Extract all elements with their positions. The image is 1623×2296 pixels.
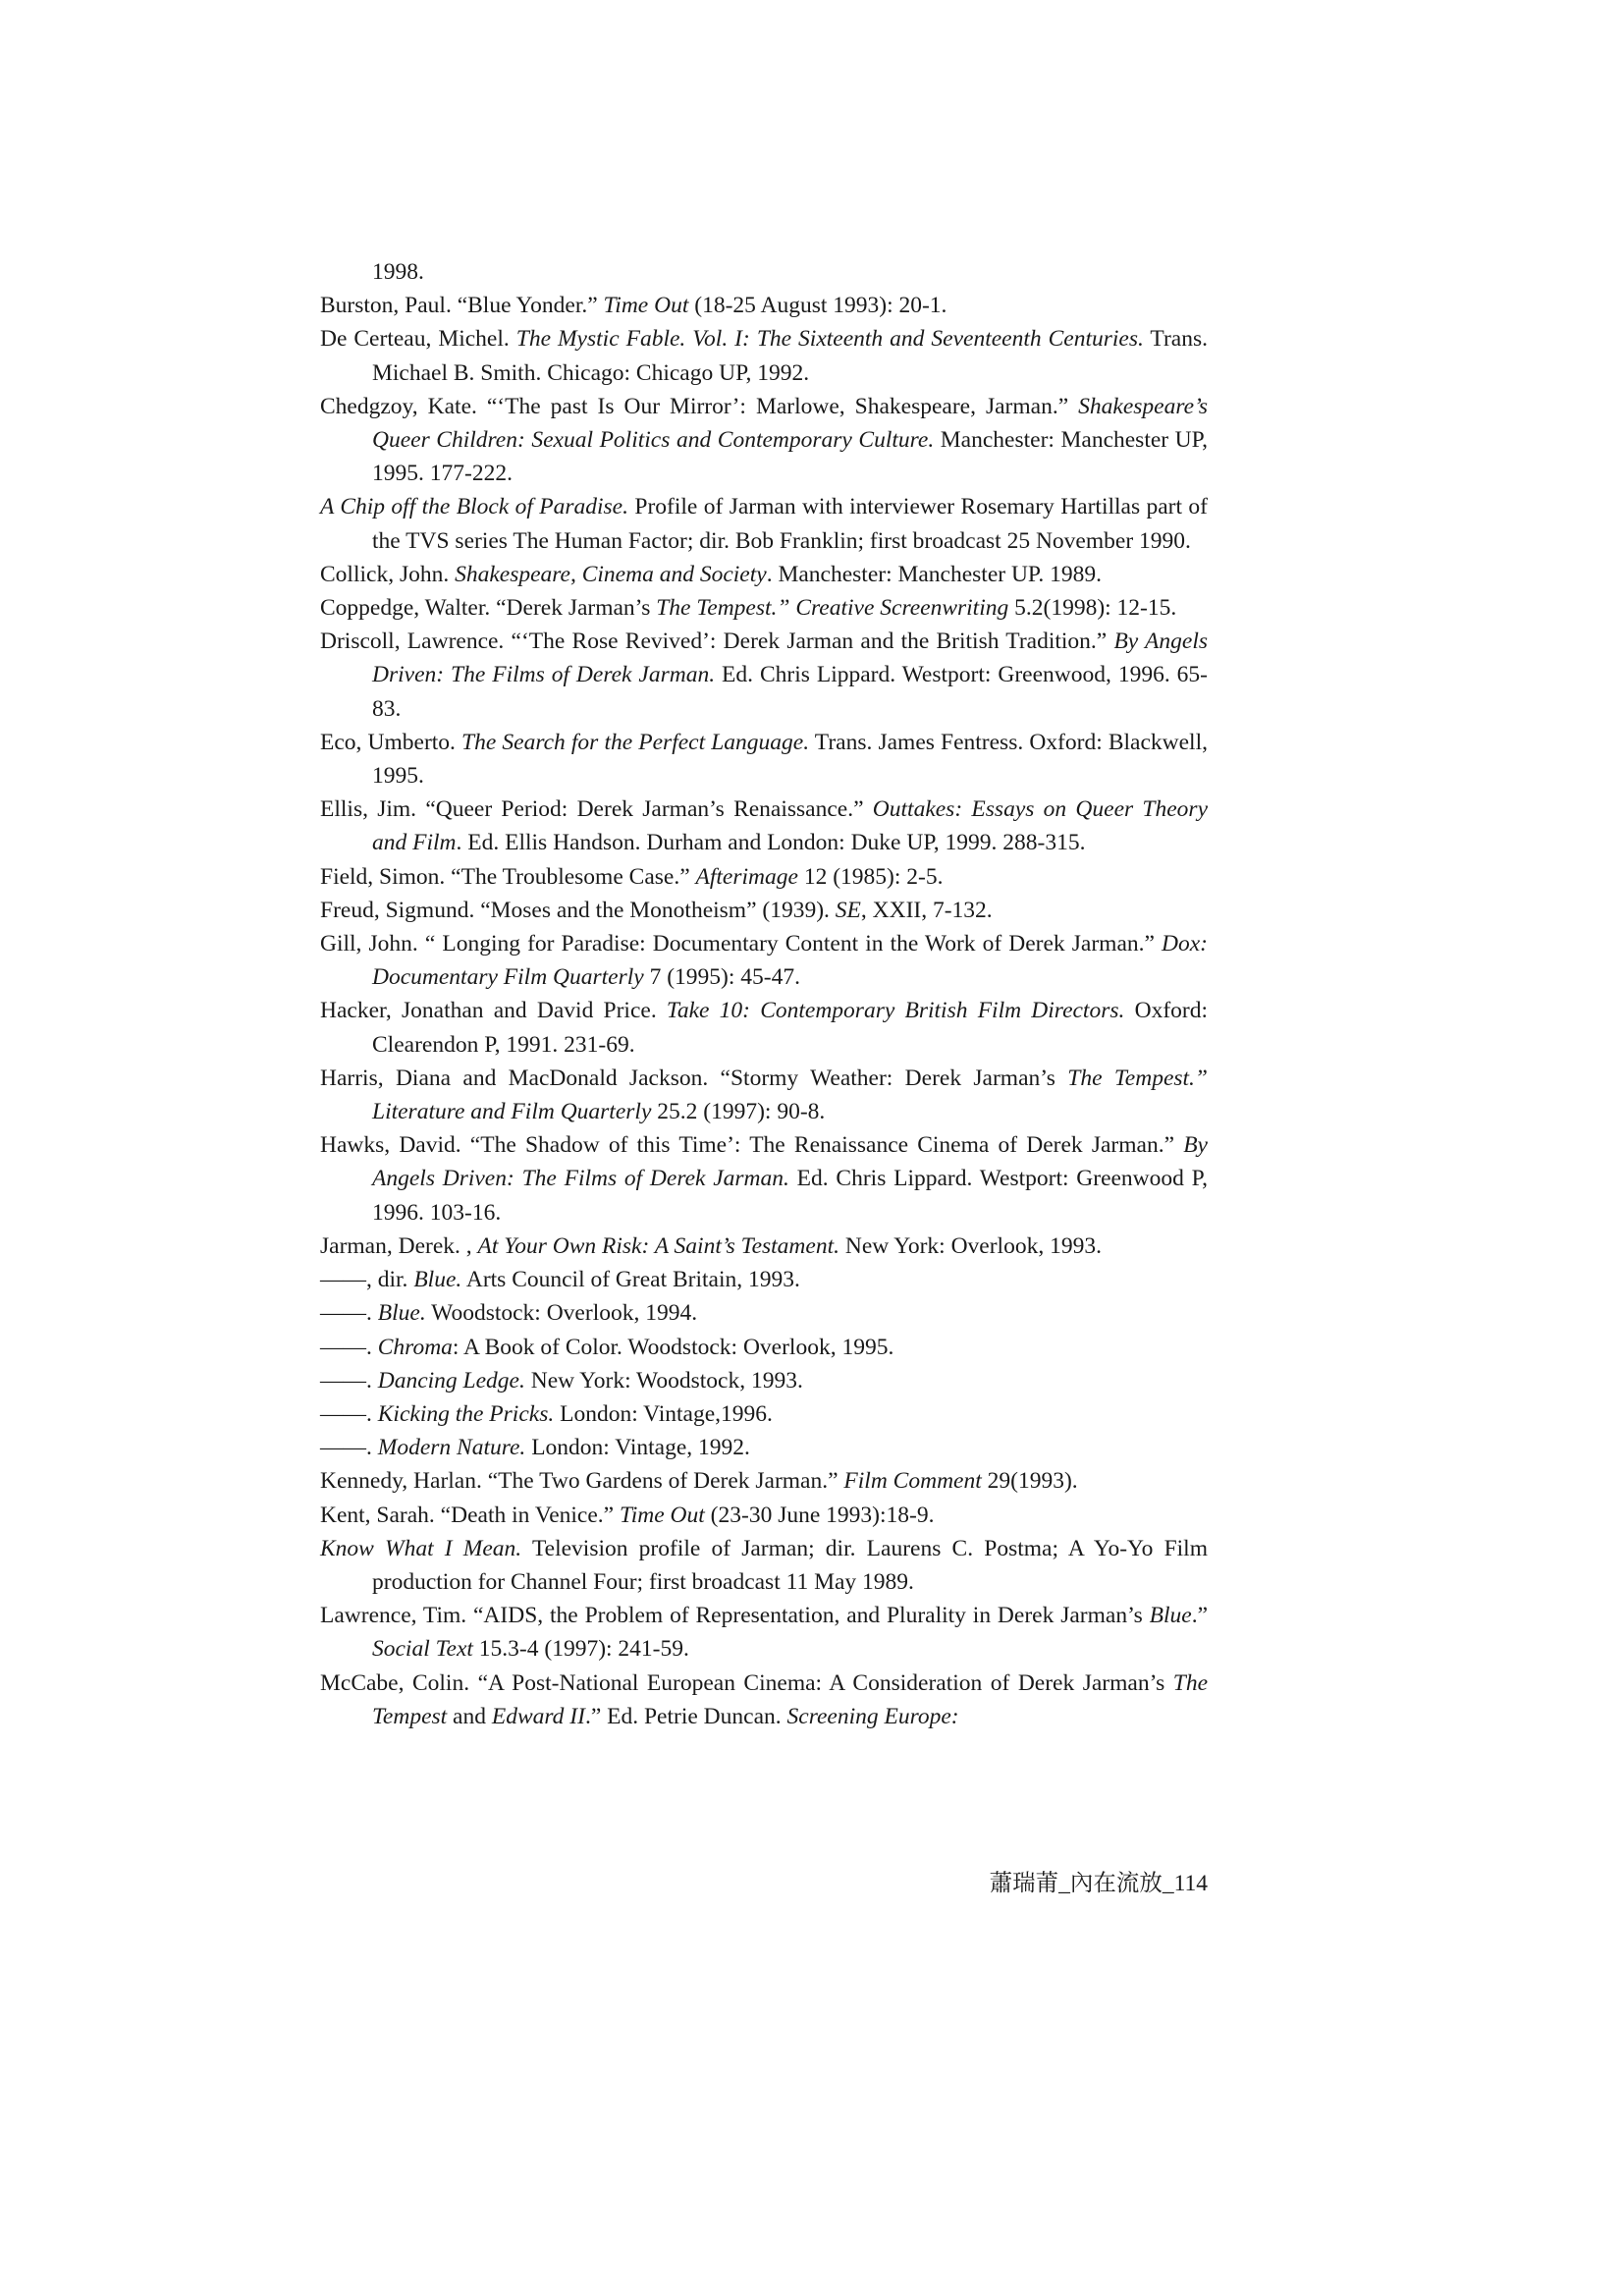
bibliography-entry [320, 927, 1208, 994]
entry-text: Harris, Diana and MacDonald Jackson. “Stormy Weather: Derek Jarman’s [320, 1065, 1068, 1091]
entry-italic-text: By Angels Driven: The Films of Derek Jarman. [372, 629, 1209, 688]
entry-italic-text: By Angels Driven: The Films of Derek Jarman. [372, 1132, 1208, 1192]
entry-italic-text: At Your Own Risk: A Saint’s Testament. [477, 1232, 839, 1259]
entry-text: ——. [320, 1300, 378, 1327]
entry-text: Coppedge, Walter. “Derek Jarman’s [320, 595, 657, 622]
bibliography-entry [320, 1667, 1208, 1733]
entry-italic-text: Know What I Mean. [320, 1535, 522, 1561]
entry-text: Hacker, Jonathan and David Price. [320, 998, 667, 1024]
bibliography-entry [320, 490, 1208, 557]
entry-text: London: Vintage, 1992. [525, 1435, 750, 1461]
entry-text: (18-25 August 1993): 20-1. [688, 293, 947, 319]
entry-text: Eco, Umberto. [320, 729, 462, 755]
bibliography-entry [320, 994, 1208, 1061]
bibliography-list [320, 255, 1208, 1733]
entry-italic-text: Blue [1149, 1603, 1192, 1629]
bibliography-entry [320, 1499, 1208, 1532]
entry-text: ——. [320, 1334, 378, 1360]
entry-italic-text: The Search for the Perfect Language. [461, 729, 810, 755]
bibliography-entry [320, 289, 1208, 322]
bibliography-entry [320, 1464, 1208, 1498]
bibliography-entry [320, 726, 1208, 793]
bibliography-entry [320, 1364, 1208, 1397]
entry-italic-text: SE [835, 897, 861, 923]
bibliography-entry [320, 1431, 1208, 1464]
entry-italic-text: A Chip off the Block of Paradise. [320, 494, 628, 520]
bibliography-entry [320, 1062, 1208, 1128]
entry-italic-text: Modern Nature. [377, 1435, 526, 1461]
bibliography-entry [320, 793, 1208, 859]
bibliography-entry [320, 255, 1208, 289]
bibliography-entry [320, 390, 1208, 491]
bibliography-entry [320, 322, 1208, 389]
bibliography-entry [320, 860, 1208, 894]
entry-text: New York: Woodstock, 1993. [524, 1367, 803, 1394]
bibliography-entry [320, 1128, 1208, 1230]
entry-italic-text: Time Out [619, 1502, 705, 1528]
entry-text: Ed. Chris Lippard. Westport: Greenwood P, 1996. 103-16. [372, 1166, 1208, 1226]
entry-text: Gill, John. “ Longing for Paradise: Documentary Content in the Work of Derek Jarman.” [320, 931, 1163, 957]
bibliography-entry [320, 591, 1208, 625]
entry-text: Collick, John. [320, 561, 456, 587]
entry-text: : A Book of Color. Woodstock: Overlook, 1995. [452, 1334, 894, 1360]
entry-text: Lawrence, Tim. “AIDS, the Problem of Representation, and Plurality in Derek Jarman’s [320, 1603, 1150, 1629]
bibliography-entry [320, 1331, 1208, 1364]
entry-italic-text: Social Text [372, 1636, 473, 1663]
entry-text: 7 (1995): 45-47. [643, 964, 800, 991]
entry-text: Hawks, David. “The Shadow of this Time’: The Renaissance Cinema of Derek Jarman.” [320, 1132, 1184, 1159]
entry-text: Jarman, Derek. , [320, 1232, 478, 1259]
entry-text: 25.2 (1997): 90-8. [651, 1099, 826, 1125]
bibliography-entry [320, 1532, 1208, 1599]
bibliography-entry [320, 1263, 1208, 1296]
entry-text: ——. [320, 1367, 378, 1394]
entry-text: New York: Overlook, 1993. [839, 1232, 1102, 1259]
entry-italic-text: Screening Europe: [786, 1703, 959, 1729]
bibliography-entry [320, 625, 1208, 726]
entry-text: Oxford: Clearendon P, 1991. 231-69. [372, 998, 1209, 1058]
entry-text: Freud, Sigmund. “Moses and the Monotheism” (1939). [320, 897, 836, 923]
entry-text: ——. [320, 1435, 378, 1461]
entry-text: London: Vintage,1996. [554, 1400, 773, 1427]
entry-text: Driscoll, Lawrence. “‘The Rose Revived’: Derek Jarman and the British Tradition.” [320, 629, 1114, 655]
entry-italic-text: The Mystic Fable. Vol. I: The Sixteenth and Seventeenth Centuries. [515, 326, 1144, 353]
bibliography-entry [320, 894, 1208, 927]
entry-italic-text: Shakespeare, Cinema and Society [455, 561, 767, 587]
entry-text: McCabe, Colin. “A Post-National European Cinema: A Consideration of Derek Jarman’s [320, 1669, 1173, 1696]
entry-text: Television profile of Jarman; dir. Laurens C. Postma; A Yo-Yo Film production for Channel Four; first broadcast 11 May 1989. [372, 1535, 1208, 1595]
entry-italic-text: The Tempest.” Literature and Film Quarterly [372, 1065, 1208, 1125]
bibliography-entry [320, 1296, 1208, 1330]
entry-text: Arts Council of Great Britain, 1993. [461, 1267, 800, 1293]
entry-text: ——, dir. [320, 1267, 414, 1293]
entry-text: 29(1993). [981, 1468, 1078, 1495]
entry-text: Profile of Jarman with interviewer Rosemary Hartillas part of the TVS series The Human Factor; dir. Bob Franklin; first broadcast 25 November 1990. [372, 494, 1208, 554]
entry-text: De Certeau, Michel. [320, 326, 516, 353]
entry-italic-text: Afterimage [695, 863, 798, 890]
entry-italic-text: Chroma [377, 1334, 453, 1360]
entry-italic-text: Dancing Ledge. [377, 1367, 525, 1394]
page-footer: 蕭瑞莆_內在流放_114 [989, 1871, 1208, 1896]
entry-italic-text: Film Comment [843, 1468, 982, 1495]
entry-italic-text: Shakespeare’s Queer Children: Sexual Politics and Contemporary Culture. [372, 393, 1208, 454]
entry-italic-text: Outtakes: Essays on Queer Theory and Film [372, 796, 1209, 856]
entry-text: 1998. [372, 259, 424, 285]
entry-text: Kennedy, Harlan. “The Two Gardens of Derek Jarman.” [320, 1468, 844, 1495]
entry-text: Ed. Chris Lippard. Westport: Greenwood, 1996. 65-83. [372, 662, 1208, 722]
entry-italic-text: Blue. [413, 1267, 462, 1293]
entry-text: Trans. James Fentress. Oxford: Blackwell, 1995. [372, 729, 1208, 790]
entry-text: Chedgzoy, Kate. “‘The past Is Our Mirror’: Marlowe, Shakespeare, Jarman.” [320, 393, 1079, 419]
entry-text: , XXII, 7-132. [860, 897, 993, 923]
entry-italic-text: Take 10: Contemporary British Film Directors. [666, 998, 1125, 1024]
bibliography-entry [320, 1599, 1208, 1666]
entry-text: (23-30 June 1993):18-9. [704, 1502, 935, 1528]
entry-text: 15.3-4 (1997): 241-59. [472, 1636, 689, 1663]
entry-text: and [447, 1703, 492, 1729]
entry-text: . Ed. Ellis Handson. Durham and London: Duke UP, 1999. 288-315. [456, 830, 1086, 856]
entry-text: Trans. Michael B. Smith. Chicago: Chicago UP, 1992. [372, 326, 1208, 386]
entry-text: Burston, Paul. “Blue Yonder.” [320, 293, 604, 319]
entry-italic-text: Time Out [603, 293, 689, 319]
entry-text: 5.2(1998): 12-15. [1008, 595, 1177, 622]
entry-text: . Manchester: Manchester UP. 1989. [766, 561, 1103, 587]
bibliography-entry [320, 1397, 1208, 1431]
bibliography-entry [320, 1230, 1208, 1263]
entry-text: Ellis, Jim. “Queer Period: Derek Jarman’s Renaissance.” [320, 796, 873, 823]
entry-text: ——. [320, 1400, 378, 1427]
entry-text: Manchester: Manchester UP, 1995. 177-222. [372, 427, 1208, 487]
entry-text: .” [1191, 1603, 1208, 1629]
entry-italic-text: Kicking the Pricks. [377, 1400, 555, 1427]
entry-text: .” Ed. Petrie Duncan. [584, 1703, 787, 1729]
entry-text: 12 (1985): 2-5. [797, 863, 944, 890]
entry-italic-text: Blue. [377, 1300, 426, 1327]
entry-text: Field, Simon. “The Troublesome Case.” [320, 863, 696, 890]
entry-text: Kent, Sarah. “Death in Venice.” [320, 1502, 620, 1528]
entry-italic-text: Dox: Documentary Film Quarterly [372, 931, 1208, 991]
entry-italic-text: Edward II [491, 1703, 585, 1729]
entry-italic-text: The Tempest [372, 1669, 1208, 1729]
entry-italic-text: The Tempest.” Creative Screenwriting [656, 595, 1009, 622]
bibliography-entry [320, 558, 1208, 591]
entry-text: Woodstock: Overlook, 1994. [425, 1300, 698, 1327]
